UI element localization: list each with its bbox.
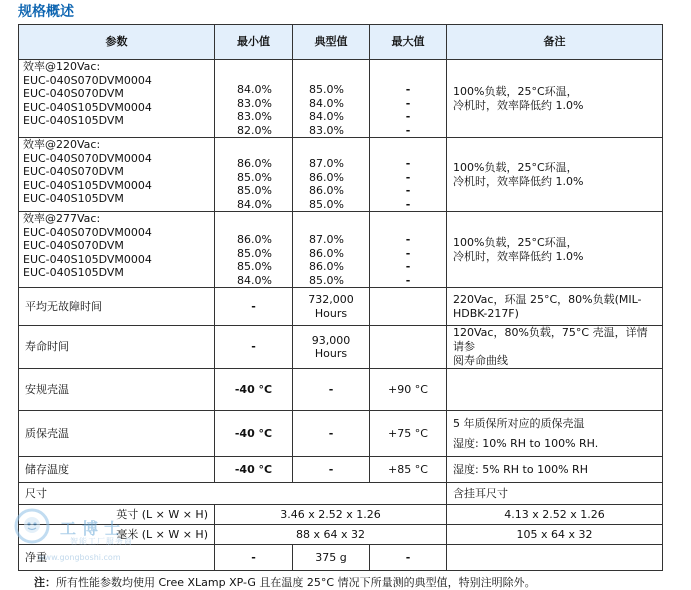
value: 85.0%: [237, 260, 272, 273]
note-line: 5 年质保所对应的质保壳温: [453, 416, 585, 430]
value: 86.0%: [309, 170, 344, 184]
mtbf-row: [19, 288, 663, 326]
efficiency-note: [447, 212, 663, 288]
model-name: EUC-040S105DVM0004: [23, 178, 152, 192]
footnote: [34, 574, 536, 590]
table-header-row: [19, 25, 663, 60]
model-name: EUC-040S070DVM: [23, 165, 124, 178]
dimensions-lugs-label: 含挂耳尺寸: [447, 483, 663, 505]
max-cell: [370, 326, 447, 369]
value: 87.0%: [309, 157, 344, 170]
min-cell: -40 °C: [215, 457, 293, 483]
max-cell: +75 °C: [370, 411, 447, 457]
spec-table: [18, 24, 663, 571]
lifetime-row: [19, 326, 663, 369]
value: -: [405, 184, 411, 197]
model-name: EUC-040S070DVM0004: [23, 151, 152, 165]
typ-cell: [293, 288, 370, 326]
note-line: 冷机时，效率降低约 1.0%: [453, 249, 584, 263]
efficiency-row-220: [19, 138, 663, 212]
value: -: [405, 157, 411, 170]
value: 732,000: [308, 293, 354, 306]
section-title: 规格概述: [18, 4, 74, 20]
param-cell: 储存温度: [19, 457, 215, 483]
mm-label: 毫米 (L × W × H): [19, 525, 215, 545]
value: 86.0%: [237, 157, 272, 170]
note-cell: [447, 369, 663, 411]
dimensions-label: 尺寸: [19, 483, 447, 505]
inch-lugs-value: 4.13 x 2.52 x 1.26: [447, 505, 663, 525]
footnote-key: 注：: [34, 576, 56, 589]
note-line: 冷机时，效率降低约 1.0%: [453, 98, 584, 112]
model-name: EUC-040S105DVM: [23, 192, 124, 205]
value: 87.0%: [309, 233, 344, 246]
efficiency-row-277: [19, 212, 663, 288]
header-typ: 典型值: [293, 25, 370, 60]
note-line: 冷机时，效率降低约 1.0%: [453, 174, 584, 188]
note-line: 100%负载，25°C环温，: [453, 84, 578, 98]
value: 85.0%: [309, 83, 344, 96]
value: 86.0%: [309, 184, 344, 197]
watermark-tagline: 智能工厂服务商: [70, 537, 133, 546]
value: 93,000: [311, 333, 351, 347]
typ-cell: 375 g: [293, 545, 370, 571]
efficiency-param: [19, 138, 215, 212]
model-name: EUC-040S070DVM: [23, 87, 124, 100]
efficiency-max: [370, 212, 447, 288]
efficiency-max: [370, 138, 447, 212]
robot-logo-icon: [12, 506, 52, 546]
header-max: 最大值: [370, 25, 447, 60]
note-cell: [447, 326, 663, 369]
value: 82.0%: [237, 123, 272, 137]
watermark-name: 工博士: [60, 519, 127, 538]
value-unit: Hours: [314, 306, 348, 320]
model-name: EUC-040S070DVM0004: [23, 73, 152, 87]
watermark: [8, 496, 188, 566]
value: -: [405, 260, 411, 273]
value: 84.0%: [237, 273, 272, 287]
storage-temp-row: [19, 457, 663, 483]
min-cell: -40 °C: [215, 369, 293, 411]
value: 85.0%: [237, 170, 272, 184]
efficiency-typ: [293, 60, 370, 138]
value: 84.0%: [309, 96, 344, 110]
efficiency-min: [215, 138, 293, 212]
typ-cell: [293, 326, 370, 369]
value: -: [405, 233, 411, 246]
inch-label: 英寸 (L × W × H): [19, 505, 215, 525]
efficiency-note: [447, 60, 663, 138]
value: 85.0%: [237, 246, 272, 260]
model-name: EUC-040S070DVM: [23, 239, 124, 252]
header-min: 最小值: [215, 25, 293, 60]
value: -: [405, 197, 411, 211]
efficiency-typ: [293, 212, 370, 288]
note-cell: [447, 545, 663, 571]
max-cell: [370, 288, 447, 326]
note-line: HDBK-217F): [453, 306, 519, 320]
model-name: EUC-040S070DVM0004: [23, 225, 152, 239]
footnote-text: 所有性能参数均使用 Cree XLamp XP-G 且在温度 25°C 情况下所量测的典型值，特别注明除外。: [56, 576, 536, 589]
efficiency-label: 效率@120Vac:: [23, 60, 101, 73]
value: 84.0%: [309, 110, 344, 123]
header-param: 参数: [19, 25, 215, 60]
value: 83.0%: [309, 123, 344, 137]
model-name: EUC-040S105DVM: [23, 266, 124, 279]
efficiency-min: [215, 60, 293, 138]
inch-value: 3.46 x 2.52 x 1.26: [215, 505, 447, 525]
value: -: [405, 246, 411, 260]
param-cell: 净重: [19, 545, 215, 571]
efficiency-label: 效率@220Vac:: [23, 138, 101, 151]
min-cell: -: [215, 545, 293, 571]
efficiency-max: [370, 60, 447, 138]
max-cell: +90 °C: [370, 369, 447, 411]
min-cell: -: [215, 326, 293, 369]
mm-lugs-value: 105 x 64 x 32: [447, 525, 663, 545]
value: -: [405, 83, 411, 96]
note-line: 220Vac，环温 25°C，80%负载(MIL-: [453, 292, 642, 306]
model-name: EUC-040S105DVM0004: [23, 100, 152, 114]
min-cell: -: [215, 288, 293, 326]
param-cell: 寿命时间: [19, 326, 215, 369]
model-name: EUC-040S105DVM: [23, 114, 124, 127]
note-line: 阅寿命曲线: [453, 354, 508, 367]
efficiency-label: 效率@277Vac:: [23, 212, 101, 225]
value: 84.0%: [237, 197, 272, 211]
value: -: [405, 96, 411, 110]
note-line: 100%负载，25°C环温，: [453, 235, 578, 249]
efficiency-row-120: [19, 60, 663, 138]
typ-cell: -: [293, 411, 370, 457]
value: -: [405, 110, 411, 123]
value: 86.0%: [309, 246, 344, 260]
max-cell: +85 °C: [370, 457, 447, 483]
param-cell: 质保壳温: [19, 411, 215, 457]
note-cell: [447, 457, 663, 483]
efficiency-min: [215, 212, 293, 288]
typ-cell: -: [293, 369, 370, 411]
efficiency-param: [19, 212, 215, 288]
value: 86.0%: [309, 260, 344, 273]
value: 84.0%: [237, 83, 272, 96]
value: 85.0%: [237, 184, 272, 197]
value: -: [405, 170, 411, 184]
model-name: EUC-040S105DVM0004: [23, 252, 152, 266]
note-cell: [447, 288, 663, 326]
value: -: [405, 123, 411, 137]
value-unit: Hours: [314, 347, 348, 360]
header-note: 备注: [447, 25, 663, 60]
value: -: [405, 273, 411, 287]
value: 83.0%: [237, 96, 272, 110]
note-line: 湿度: 5% RH to 100% RH: [453, 462, 588, 476]
min-cell: -40 °C: [215, 411, 293, 457]
value: 85.0%: [309, 273, 344, 287]
efficiency-note: [447, 138, 663, 212]
mm-value: 88 x 64 x 32: [215, 525, 447, 545]
note-line: 120Vac，80%负载，75°C 壳温，详情请参: [453, 326, 648, 353]
watermark-url: www.gongboshi.com: [38, 553, 121, 562]
value: 86.0%: [237, 233, 272, 246]
value: 85.0%: [309, 197, 344, 211]
value: 83.0%: [237, 110, 272, 123]
param-cell: 平均无故障时间: [19, 288, 215, 326]
efficiency-typ: [293, 138, 370, 212]
warranty-case-temp-row: [19, 411, 663, 457]
efficiency-param: [19, 60, 215, 138]
note-line: 湿度: 10% RH to 100% RH.: [453, 436, 599, 450]
max-cell: -: [370, 545, 447, 571]
typ-cell: -: [293, 457, 370, 483]
note-cell: [447, 411, 663, 457]
note-line: 100%负载，25°C环温，: [453, 160, 578, 174]
safety-case-temp-row: [19, 369, 663, 411]
param-cell: 安规壳温: [19, 369, 215, 411]
